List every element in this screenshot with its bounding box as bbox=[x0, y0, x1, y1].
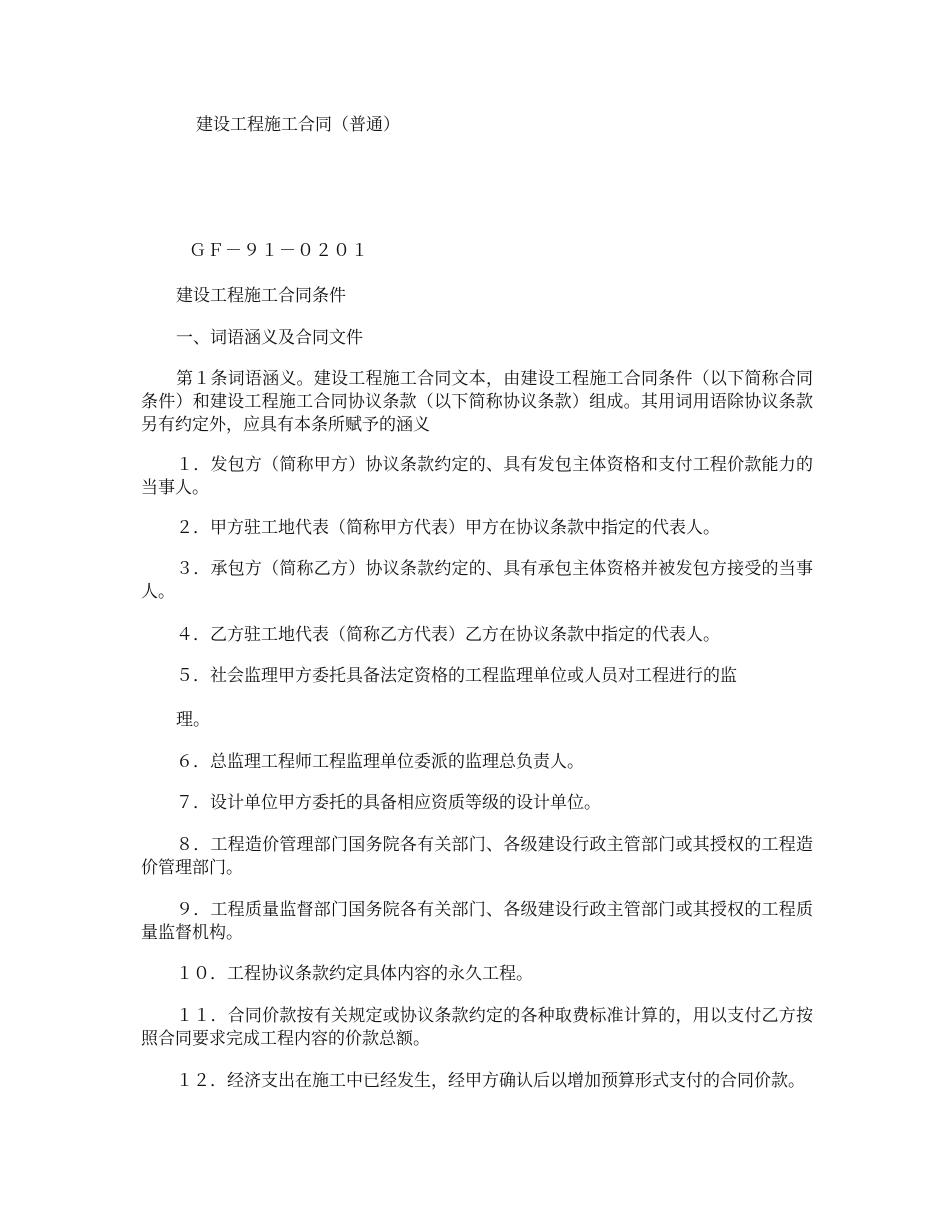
definition-item-10: １０．工程协议条款约定具体内容的永久工程。 bbox=[176, 964, 533, 984]
definition-item-5: ５．社会监理甲方委托具备法定资格的工程监理单位或人员对工程进行的监 bbox=[176, 666, 737, 686]
definition-item-11: １１．合同价款按有关规定或协议条款约定的各种取费标准计算的，用以支付乙方按照合同要求完成工程内容的价款总额。 bbox=[141, 1006, 813, 1049]
definition-item-4: ４．乙方驻工地代表（简称乙方代表）乙方在协议条款中指定的代表人。 bbox=[176, 625, 720, 645]
section-heading: 一、词语涵义及合同文件 bbox=[176, 328, 363, 348]
document-subtitle: 建设工程施工合同条件 bbox=[176, 286, 346, 306]
definition-item-2: ２．甲方驻工地代表（简称甲方代表）甲方在协议条款中指定的代表人。 bbox=[176, 518, 720, 538]
document-code: ＧＦ－９１－０２０１ bbox=[189, 241, 369, 261]
definition-item-7: ７．设计单位甲方委托的具备相应资质等级的设计单位。 bbox=[176, 793, 601, 813]
definition-item-1: １．发包方（简称甲方）协议条款约定的、具有发包主体资格和支付工程价款能力的当事人。 bbox=[141, 455, 813, 498]
definition-item-5-continuation: 理。 bbox=[176, 710, 210, 730]
article-1-paragraph: 第１条词语涵义。建设工程施工合同文本，由建设工程施工合同条件（以下简称合同条件）和建设工程施工合同协议条款（以下简称协议条款）组成。其用词用语除协议条款另有约定外，应具有本条所赋予的涵义 bbox=[141, 369, 813, 435]
definition-item-3: ３．承包方（简称乙方）协议条款约定的、具有承包主体资格并被发包方接受的当事人。 bbox=[141, 559, 813, 602]
definition-item-6: ６．总监理工程师工程监理单位委派的监理总负责人。 bbox=[176, 752, 584, 772]
document-title: 建设工程施工合同（普通） bbox=[196, 115, 400, 135]
definition-item-12: １２．经济支出在施工中已经发生，经甲方确认后以增加预算形式支付的合同价款。 bbox=[176, 1071, 805, 1091]
definition-item-9: ９．工程质量监督部门国务院各有关部门、各级建设行政主管部门或其授权的工程质量监督机构。 bbox=[141, 900, 813, 943]
definition-item-8: ８．工程造价管理部门国务院各有关部门、各级建设行政主管部门或其授权的工程造价管理部门。 bbox=[141, 835, 813, 878]
